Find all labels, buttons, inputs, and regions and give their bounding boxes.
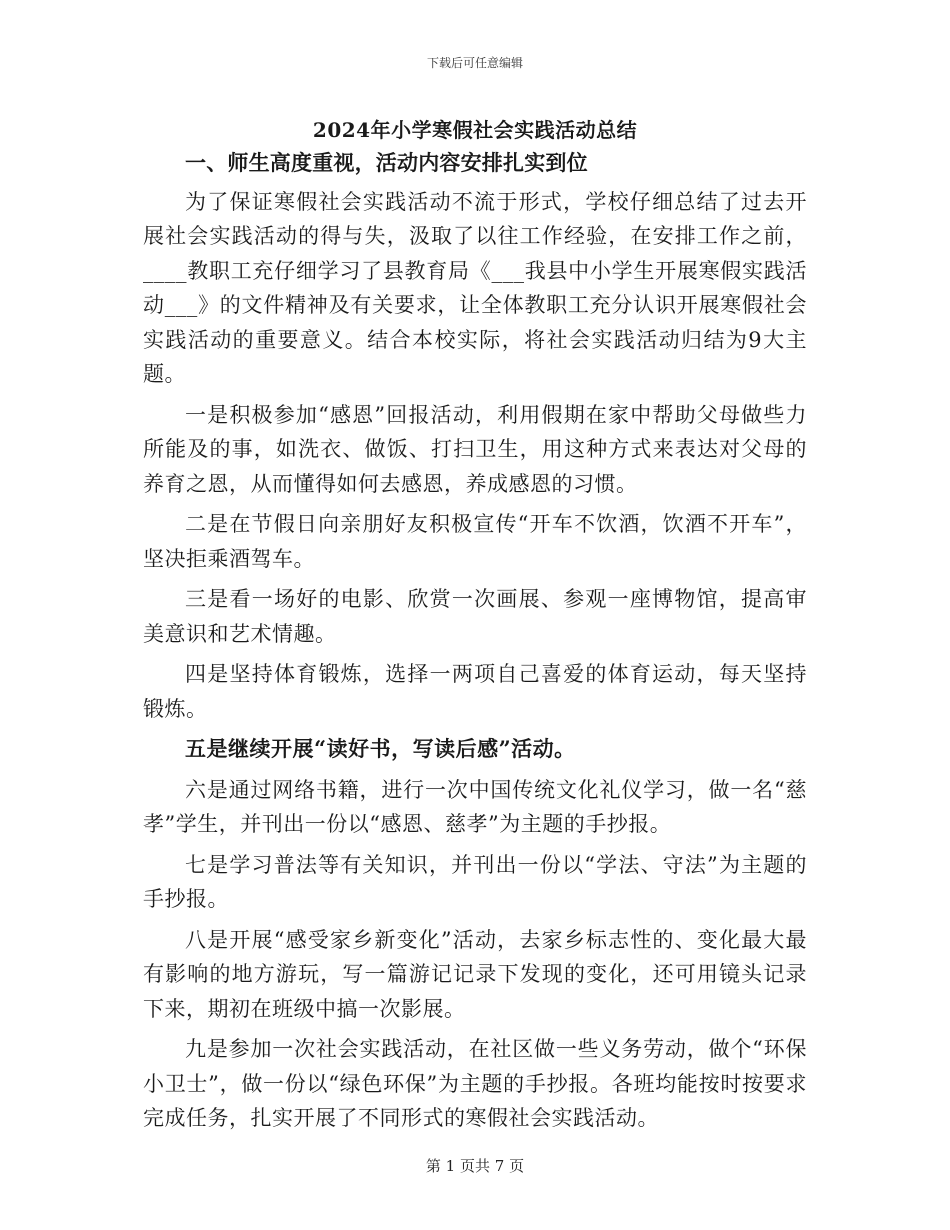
document-title: 2024年小学寒假社会实践活动总结 bbox=[312, 118, 638, 142]
document-body bbox=[143, 146, 807, 1142]
paragraph-item-8: 八是开展“感受家乡新变化”活动，去家乡标志性的、变化最大最有影响的地方游玩，写一篇游记记录下发现的变化，还可用镜头记录下来，期初在班级中搞一次影展。 bbox=[143, 927, 807, 1021]
paragraph-item-4: 四是坚持体育锻炼，选择一两项自己喜爱的体育运动，每天坚持锻炼。 bbox=[143, 662, 807, 721]
page-number: 第 1 页共 7 页 bbox=[425, 1157, 525, 1175]
paragraph-item-5: 五是继续开展“读好书，写读后感”活动。 bbox=[185, 736, 576, 761]
paragraph-item-1: 一是积极参加“感恩”回报活动，利用假期在家中帮助父母做些力所能及的事，如洗衣、做饭、打扫卫生，用这种方式来表达对父母的养育之恩，从而懂得如何去感恩，养成感恩的习惯。 bbox=[143, 402, 807, 496]
paragraph-item-2: 二是在节假日向亲朋好友积极宣传“开车不饮酒，饮酒不开车”，坚决拒乘酒驾车。 bbox=[143, 512, 807, 571]
paragraph-item-6: 六是通过网络书籍，进行一次中国传统文化礼仪学习，做一名“慈孝”学生，并刊出一份以“感恩、慈孝”为主题的手抄报。 bbox=[143, 777, 807, 836]
paragraph-intro: 为了保证寒假社会实践活动不流于形式，学校仔细总结了过去开展社会实践活动的得与失，汲取了以往工作经验，在安排工作之前，____教职工充仔细学习了县教育局《___我县中小学生开展寒假实践活动___》的文件精神及有关要求，让全体教职工充分认识开展寒假社会实践活动的重要意义。结合本校实际，将社会实践活动归结为9大主题。 bbox=[143, 189, 807, 386]
header-note: 下载后可任意编辑 bbox=[426, 56, 523, 70]
section-heading: 一、师生高度重视，活动内容安排扎实到位 bbox=[185, 150, 588, 175]
paragraph-item-9: 九是参加一次社会实践活动，在社区做一些义务劳动，做个“环保小卫士”，做一份以“绿色环保”为主题的手抄报。各班均能按时按要求完成任务，扎实开展了不同形式的寒假社会实践活动。 bbox=[143, 1037, 807, 1130]
paragraph-item-3: 三是看一场好的电影、欣赏一次画展、参观一座博物馆，提高审美意识和艺术情趣。 bbox=[143, 587, 807, 646]
paragraph-item-7: 七是学习普法等有关知识，并刊出一份以“学法、守法”为主题的手抄报。 bbox=[143, 852, 807, 911]
